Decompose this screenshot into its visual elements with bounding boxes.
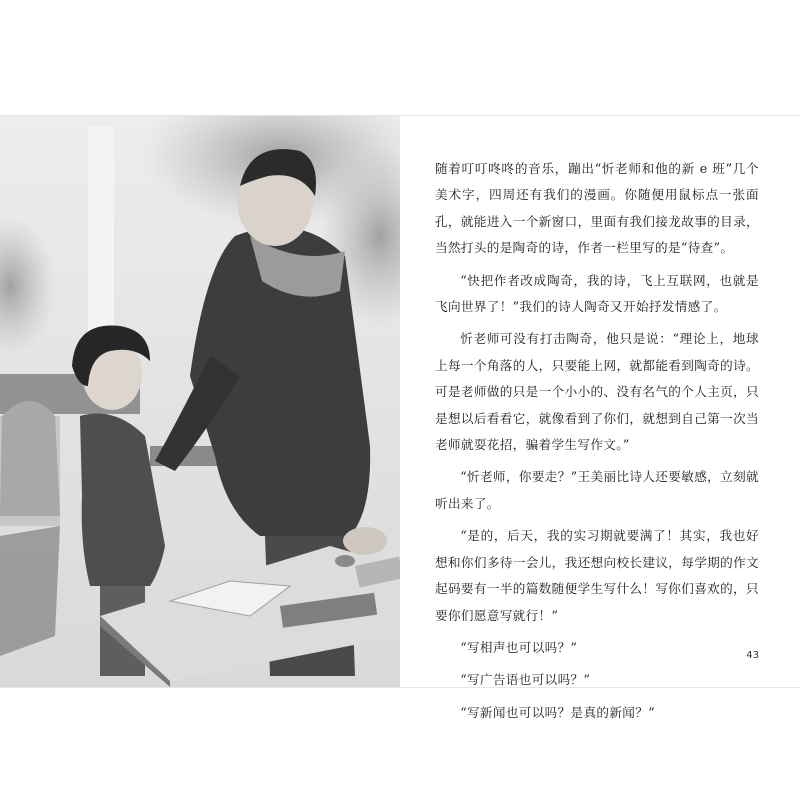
cup xyxy=(335,555,355,567)
story-text xyxy=(435,156,759,732)
paragraph: “写广告语也可以吗？” xyxy=(460,672,591,688)
paragraph: “是的，后天，我的实习期就要满了！其实，我也好想和你们多待一会儿，我还想向校长建议，每学期的作文起码要有一半的篇数随便学生写什么！写你们喜欢的，只要你们愿意写就行！” xyxy=(435,528,759,623)
illustration-teacher-and-student xyxy=(0,116,400,687)
book-spread xyxy=(0,115,800,720)
page-number: 43 xyxy=(746,650,759,661)
paragraph: 忻老师可没有打击陶奇，他只是说：“理论上，地球上每一个角落的人，只要能上网，就都能看到陶奇的诗。可是老师做的只是一个小小的、没有名气的个人主页，只是想以后看看它，就像看到了你们，就想到自己第一次当老师就耍花招，骗着学生写作文。” xyxy=(435,331,759,453)
teacher-hand xyxy=(343,527,387,555)
text-page xyxy=(400,116,800,720)
paragraph: 随着叮叮咚咚的音乐，蹦出“忻老师和他的新 e 班”几个美术字，四周还有我们的漫画。你随便用鼠标点一张面孔，就能进入一个新窗口，里面有我们接龙故事的目录，当然打头的是陶奇的诗，作者一栏里写的是“待查”。 xyxy=(435,161,759,256)
paragraph: “写新闻也可以吗？是真的新闻？” xyxy=(460,704,655,720)
back-student xyxy=(0,401,60,516)
paragraph: “忻老师，你要走？”王美丽比诗人还要敏感，立刻就听出来了。 xyxy=(435,469,759,511)
paragraph: “写相声也可以吗？” xyxy=(460,639,578,655)
paragraph: “快把作者改成陶奇，我的诗，飞上互联网，也就是飞向世界了！”我们的诗人陶奇又开始抒发情感了。 xyxy=(435,272,759,315)
chair xyxy=(0,526,60,656)
